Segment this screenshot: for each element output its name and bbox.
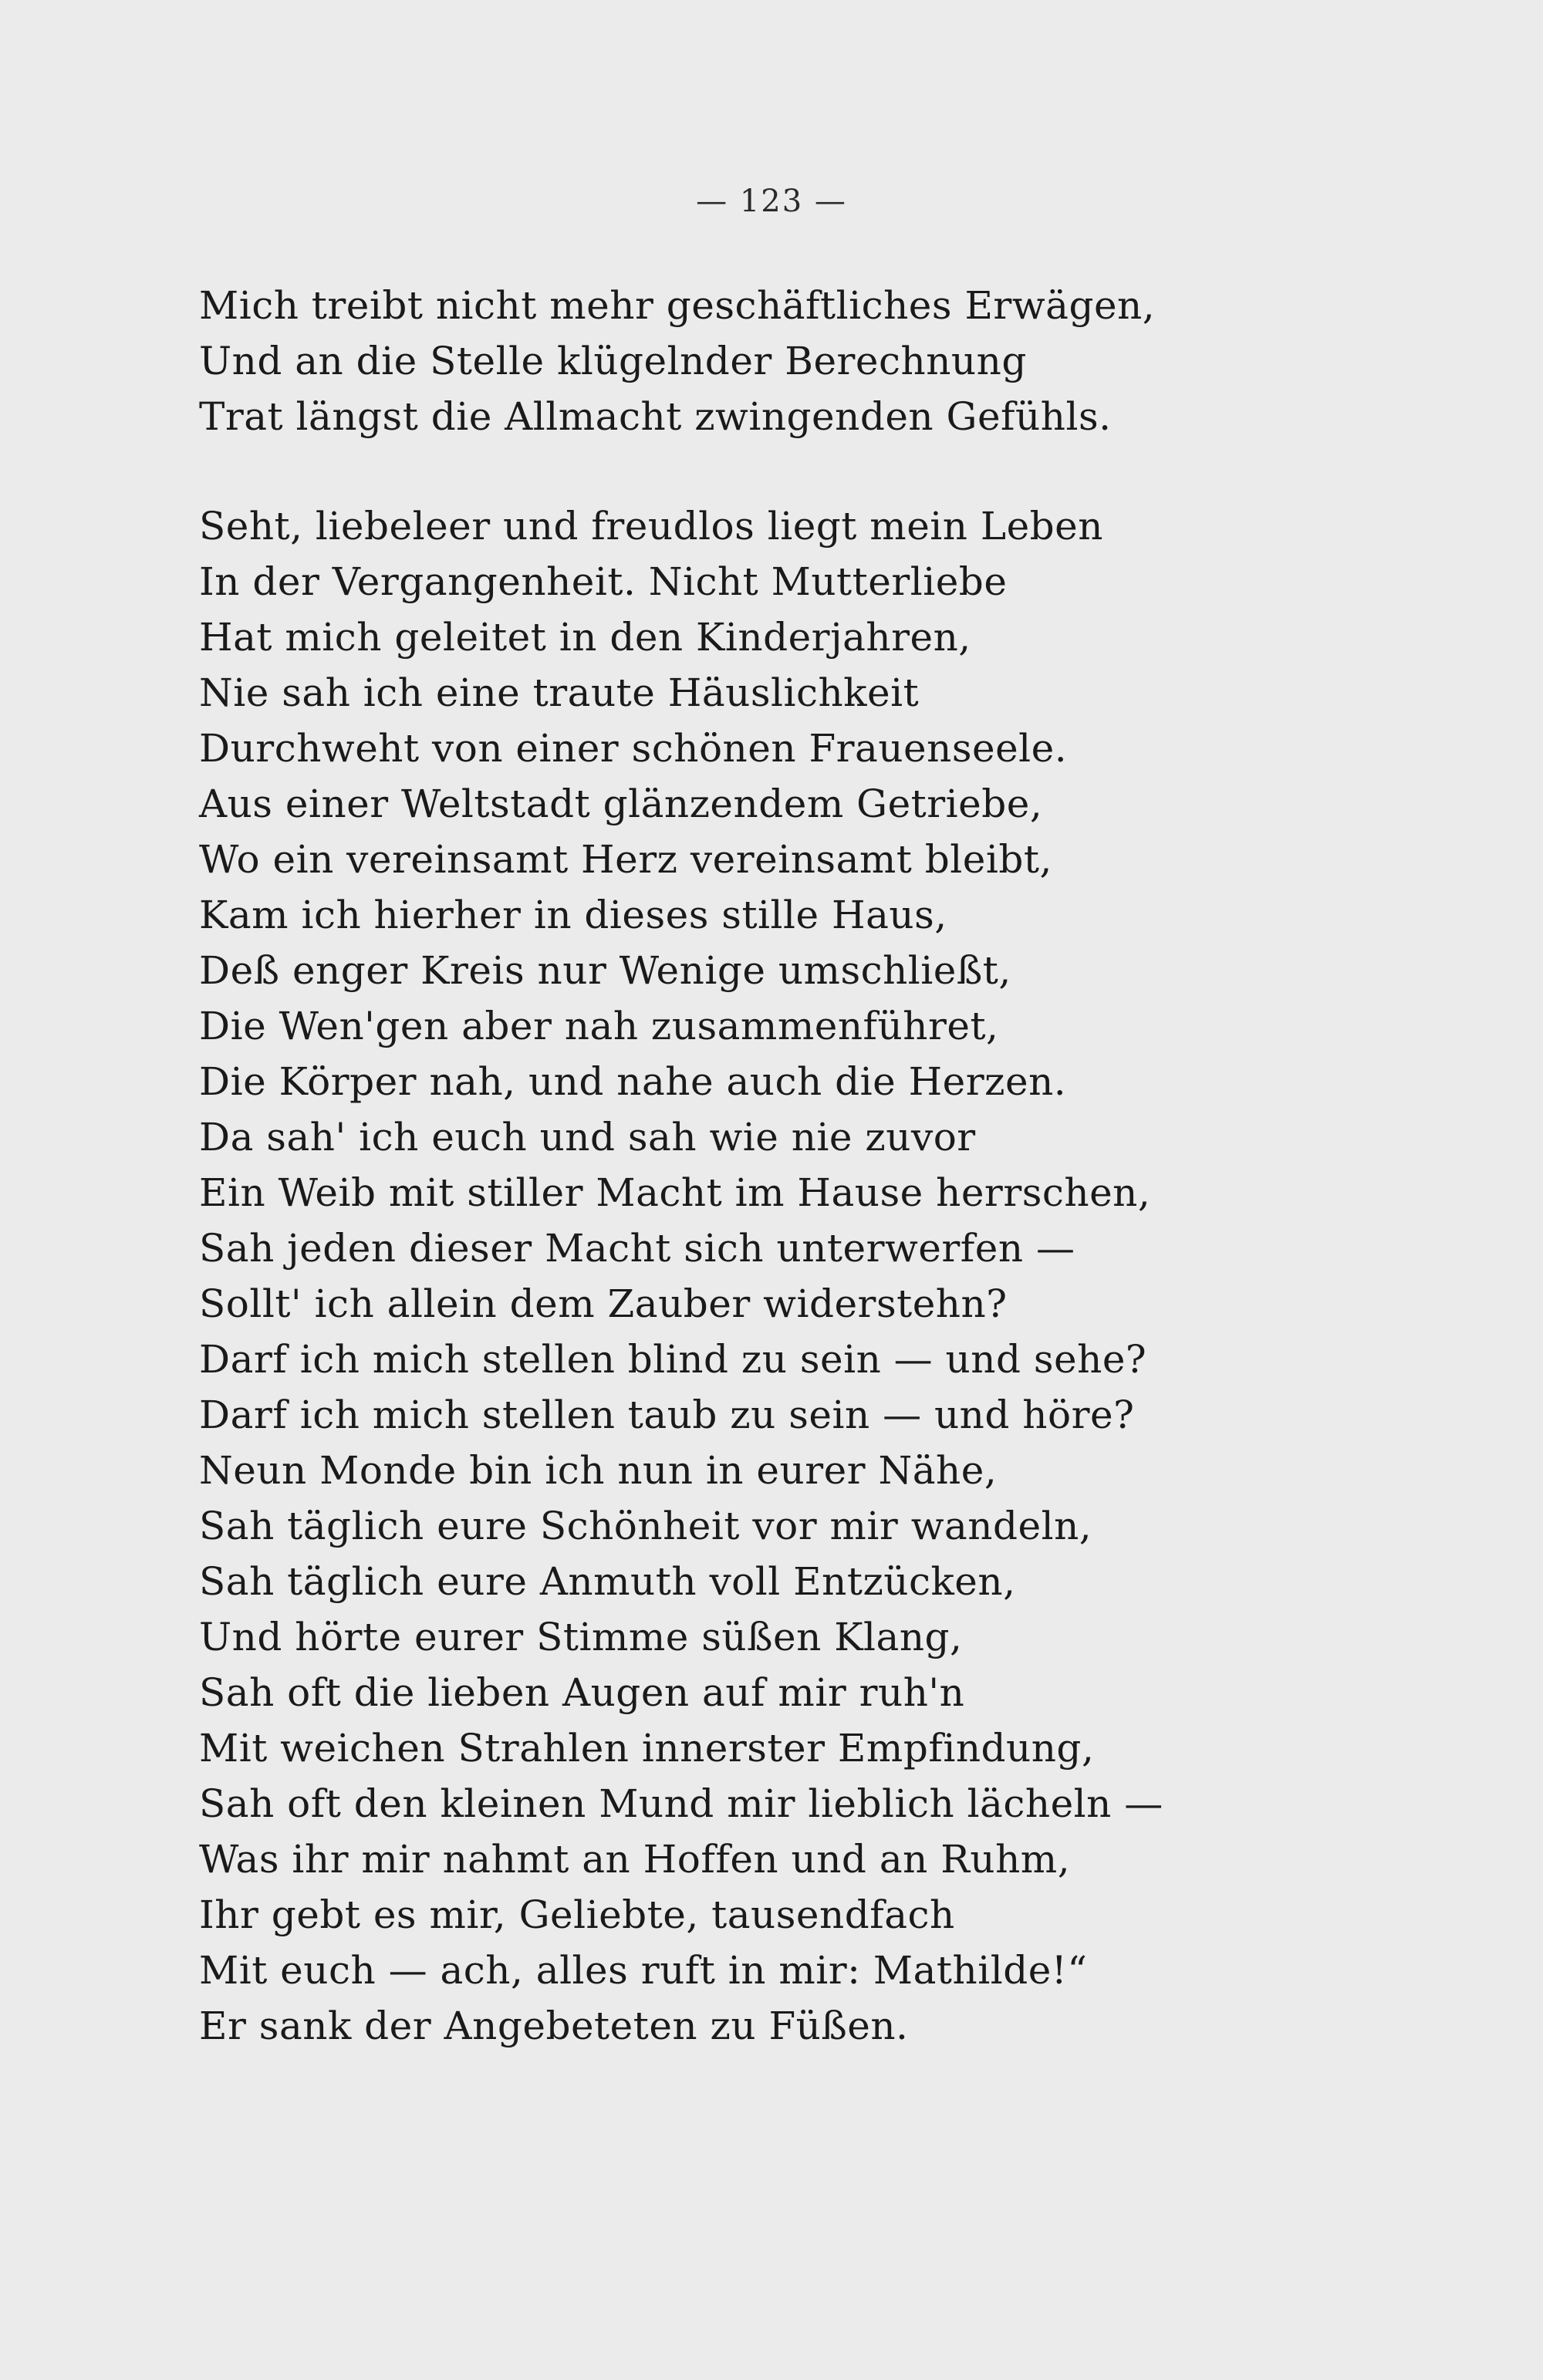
verse-line: Ihr gebt es mir, Geliebte, tausendfach	[199, 1892, 955, 1937]
verse-line: Deß enger Kreis nur Wenige umschließt,	[199, 948, 1011, 993]
verse-line: Sah täglich eure Anmuth voll Entzücken,	[199, 1559, 1016, 1604]
verse-line: Durchweht von einer schönen Frauenseele.	[199, 726, 1068, 771]
verse-line: Darf ich mich stellen taub zu sein — und höre?	[199, 1393, 1135, 1437]
verse-line: Er sank der Angebeteten zu Füßen.	[199, 2004, 909, 2048]
verse-line: Mit weichen Strahlen innerster Empfindung,	[199, 1726, 1095, 1771]
verse-line: Die Körper nah, und nahe auch die Herzen.	[199, 1059, 1067, 1104]
verse-line: Aus einer Weltstadt glänzendem Getriebe,	[199, 782, 1043, 826]
verse-line: Neun Monde bin ich nun in eurer Nähe,	[199, 1448, 998, 1493]
verse-line: Mich treibt nicht mehr geschäftliches Erwägen,	[199, 283, 1156, 328]
verse-line: Ein Weib mit stiller Macht im Hause herrschen,	[199, 1170, 1151, 1215]
verse-line: In der Vergangenheit. Nicht Mutterliebe	[199, 559, 1008, 604]
verse-line: Nie sah ich eine traute Häuslichkeit	[199, 670, 920, 715]
verse-line: Sollt' ich allein dem Zauber widerstehn?	[199, 1281, 1008, 1326]
verse-line: Hat mich geleitet in den Kinderjahren,	[199, 615, 971, 660]
stanza-2	[199, 498, 1403, 2054]
verse-line: Und an die Stelle klügelnder Berechnung	[199, 339, 1027, 383]
verse-line: Sah oft die lieben Augen auf mir ruh'n	[199, 1670, 965, 1715]
stanza-1	[199, 278, 1403, 444]
verse-line: Trat längst die Allmacht zwingenden Gefühls.	[199, 394, 1112, 439]
verse-line: Wo ein vereinsamt Herz vereinsamt bleibt,	[199, 837, 1052, 882]
verse-line: Sah täglich eure Schönheit vor mir wandeln,	[199, 1504, 1092, 1548]
verse-line: Sah oft den kleinen Mund mir lieblich lächeln —	[199, 1781, 1163, 1826]
verse-line: Da sah' ich euch und sah wie nie zuvor	[199, 1115, 976, 1160]
verse-line: Seht, liebeleer und freudlos liegt mein Leben	[199, 504, 1103, 549]
verse-line: Mit euch — ach, alles ruft in mir: Mathilde!“	[199, 1948, 1088, 1993]
verse-line: Und hörte eurer Stimme süßen Klang,	[199, 1615, 963, 1659]
verse-line: Sah jeden dieser Macht sich unterwerfen —	[199, 1226, 1075, 1271]
page-number: — 123 —	[696, 184, 847, 219]
verse-line: Kam ich hierher in dieses stille Haus,	[199, 893, 947, 937]
poem-text	[199, 278, 1403, 2054]
verse-line: Was ihr mir nahmt an Hoffen und an Ruhm,	[199, 1837, 1071, 1882]
verse-line: Die Wen'gen aber nah zusammenführet,	[199, 1004, 999, 1048]
verse-line: Darf ich mich stellen blind zu sein — und sehe?	[199, 1337, 1147, 1382]
